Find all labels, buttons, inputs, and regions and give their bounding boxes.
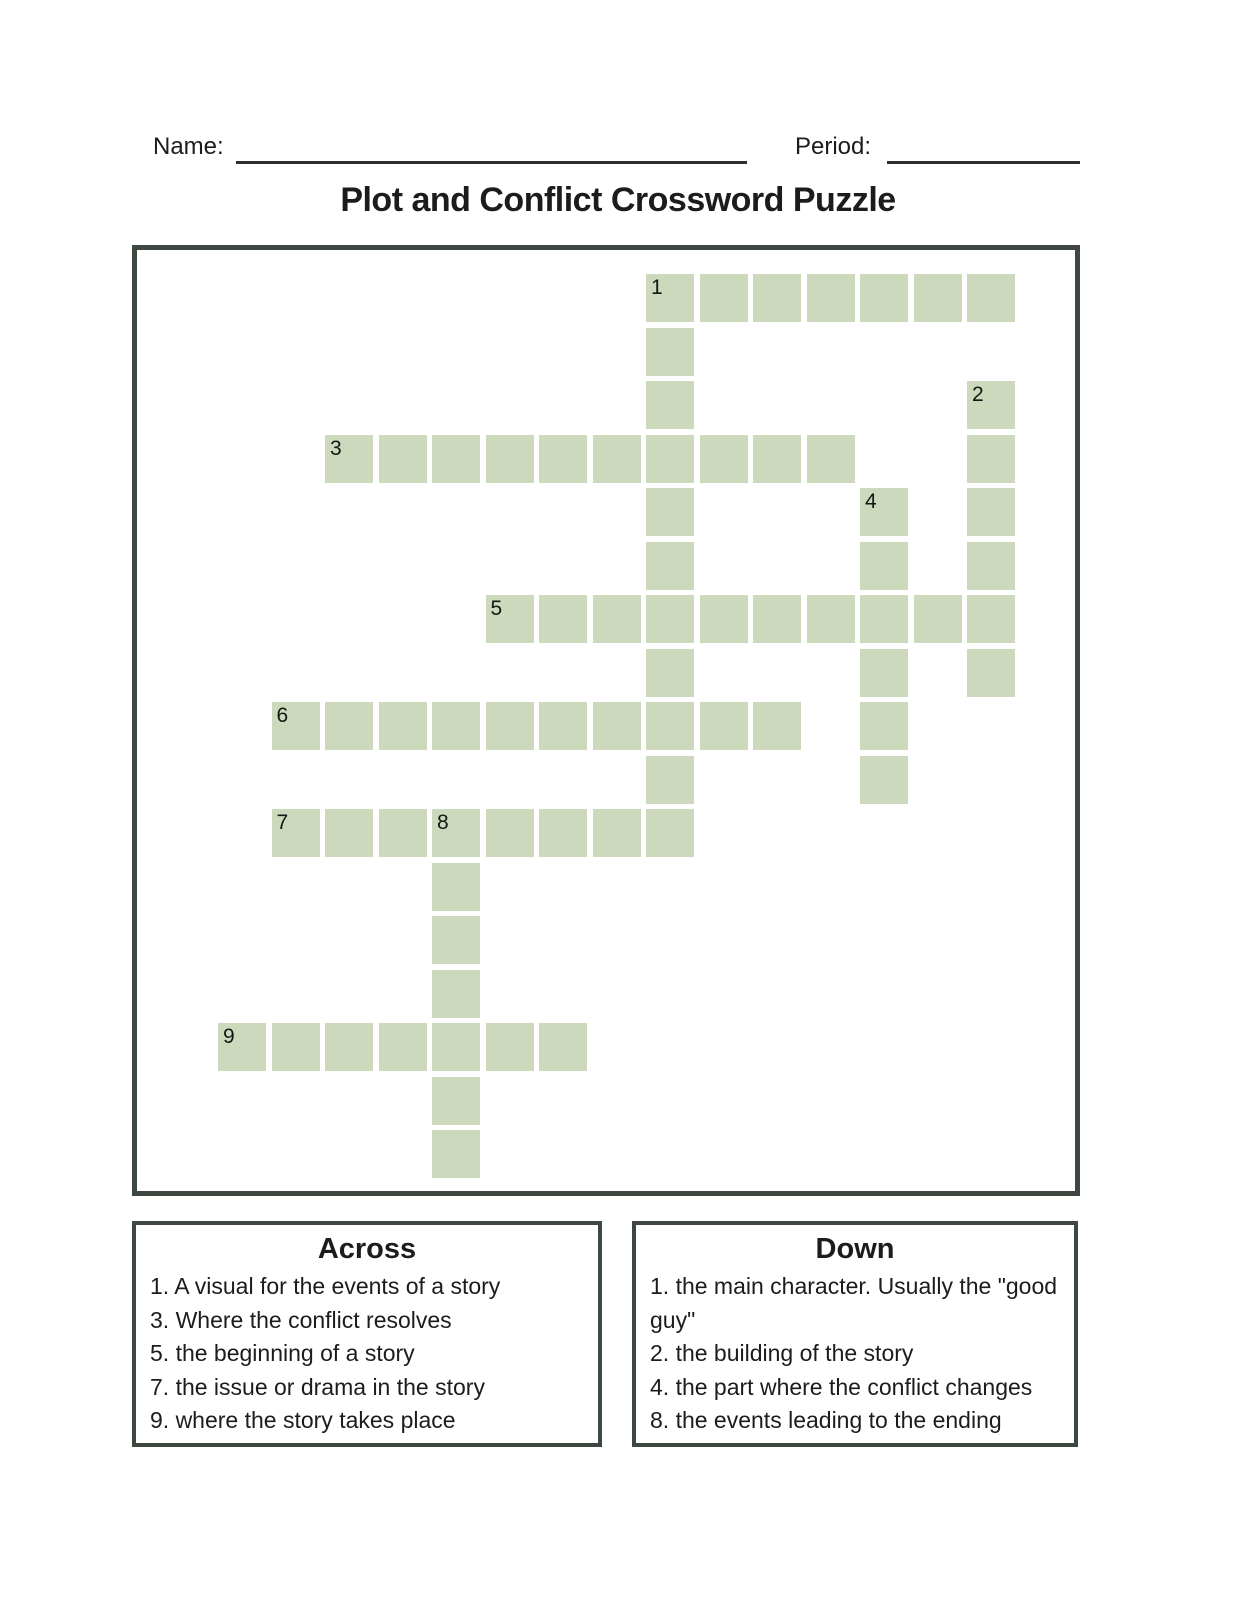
grid-cell[interactable]: [593, 595, 641, 643]
grid-cell[interactable]: [539, 595, 587, 643]
grid-cell[interactable]: [646, 381, 694, 429]
period-label: Period:: [795, 133, 872, 160]
grid-cell[interactable]: [646, 595, 694, 643]
grid-cell[interactable]: [432, 970, 480, 1018]
grid-cell[interactable]: [379, 702, 427, 750]
clue-item: 8. the events leading to the ending: [650, 1407, 1002, 1433]
name-label: Name:: [153, 133, 224, 160]
clue-number: 9: [223, 1025, 235, 1048]
grid-cell[interactable]: [646, 542, 694, 590]
grid-cell[interactable]: [379, 809, 427, 857]
grid-cell[interactable]: [539, 809, 587, 857]
grid-cell[interactable]: [967, 488, 1015, 536]
grid-cell[interactable]: [646, 488, 694, 536]
grid-cell[interactable]: [860, 542, 908, 590]
grid-cell[interactable]: [432, 863, 480, 911]
grid-cell[interactable]: [860, 649, 908, 697]
grid-cell[interactable]: [486, 1023, 534, 1071]
grid-cell[interactable]: [860, 595, 908, 643]
grid-cell[interactable]: [379, 1023, 427, 1071]
clue-item: 1. the main character. Usually the "good guy": [650, 1273, 1058, 1333]
grid-cell[interactable]: [914, 274, 962, 322]
clue-item: 9. where the story takes place: [150, 1407, 456, 1433]
clue-item: 3. Where the conflict resolves: [150, 1306, 452, 1333]
grid-cell[interactable]: [432, 435, 480, 483]
grid-cell[interactable]: [593, 809, 641, 857]
grid-cell[interactable]: [807, 435, 855, 483]
across-clues-box: [132, 1221, 602, 1447]
grid-cell[interactable]: [967, 542, 1015, 590]
grid-cell[interactable]: [593, 702, 641, 750]
grid-cell[interactable]: [272, 809, 320, 857]
clue-item: 4. the part where the conflict changes: [650, 1373, 1033, 1400]
grid-cell[interactable]: [860, 488, 908, 536]
grid-cell[interactable]: [539, 702, 587, 750]
grid-cell[interactable]: [486, 435, 534, 483]
grid-cell[interactable]: [753, 274, 801, 322]
grid-cell[interactable]: [593, 435, 641, 483]
down-clues-box: [632, 1221, 1078, 1447]
grid-cell[interactable]: [432, 1023, 480, 1071]
grid-cell[interactable]: [272, 702, 320, 750]
clue-number: 2: [972, 383, 984, 406]
clue-number: 1: [651, 276, 663, 299]
grid-cell[interactable]: [432, 1077, 480, 1125]
grid-cell[interactable]: [753, 595, 801, 643]
page-title: Plot and Conflict Crossword Puzzle: [340, 181, 896, 219]
grid-cell[interactable]: [807, 595, 855, 643]
grid-cell[interactable]: [860, 274, 908, 322]
grid-cell[interactable]: [967, 274, 1015, 322]
grid-cell[interactable]: [860, 756, 908, 804]
grid-cell[interactable]: [325, 435, 373, 483]
grid-cell[interactable]: [646, 702, 694, 750]
clue-item: 5. the beginning of a story: [150, 1340, 415, 1366]
grid-cell[interactable]: [539, 435, 587, 483]
clue-item: 7. the issue or drama in the story: [150, 1373, 485, 1400]
grid-cell[interactable]: [432, 916, 480, 964]
grid-cell[interactable]: [432, 1130, 480, 1178]
clue-number: 3: [330, 436, 342, 460]
grid-cell[interactable]: [646, 274, 694, 322]
grid-cell[interactable]: [218, 1023, 266, 1071]
grid-cell[interactable]: [700, 702, 748, 750]
clue-number: 4: [865, 490, 877, 513]
grid-cell[interactable]: [646, 649, 694, 697]
grid-cell[interactable]: [486, 809, 534, 857]
grid-cell[interactable]: [486, 595, 534, 643]
clue-item: 2. the building of the story: [650, 1340, 914, 1366]
clue-number: 5: [490, 597, 503, 620]
grid-cell[interactable]: [272, 1023, 320, 1071]
grid-cell[interactable]: [700, 595, 748, 643]
grid-cell[interactable]: [379, 435, 427, 483]
grid-cell[interactable]: [646, 435, 694, 483]
grid-cell[interactable]: [325, 702, 373, 750]
down-clue-list: [636, 1266, 1074, 1438]
period-field[interactable]: [887, 161, 1080, 164]
across-clue-list: [136, 1266, 598, 1438]
clue-item: 1. A visual for the events of a story: [150, 1273, 501, 1299]
grid-cell[interactable]: [432, 702, 480, 750]
clue-number: 6: [276, 704, 289, 727]
grid-cell[interactable]: [914, 595, 962, 643]
grid-cell[interactable]: [967, 595, 1015, 643]
grid-cell[interactable]: [700, 435, 748, 483]
grid-cell[interactable]: [646, 756, 694, 804]
grid-cell[interactable]: [860, 702, 908, 750]
name-field[interactable]: [236, 161, 747, 164]
grid-cell[interactable]: [325, 1023, 373, 1071]
grid-cell[interactable]: [539, 1023, 587, 1071]
grid-cell[interactable]: [753, 435, 801, 483]
grid-cell[interactable]: [646, 328, 694, 376]
grid-cell[interactable]: [967, 381, 1015, 429]
grid-cell[interactable]: [753, 702, 801, 750]
grid-cell[interactable]: [646, 809, 694, 857]
across-heading: Across: [317, 1233, 417, 1265]
grid-cell[interactable]: [967, 435, 1015, 483]
clue-number: 8: [437, 811, 449, 834]
clue-number: 7: [276, 811, 289, 834]
crossword-grid: [132, 245, 1080, 1196]
grid-cell[interactable]: [700, 274, 748, 322]
grid-cell[interactable]: [807, 274, 855, 322]
grid-cell[interactable]: [967, 649, 1015, 697]
grid-cell[interactable]: [432, 809, 480, 857]
down-heading: Down: [815, 1233, 895, 1265]
grid-cell[interactable]: [486, 702, 534, 750]
grid-cell[interactable]: [325, 809, 373, 857]
